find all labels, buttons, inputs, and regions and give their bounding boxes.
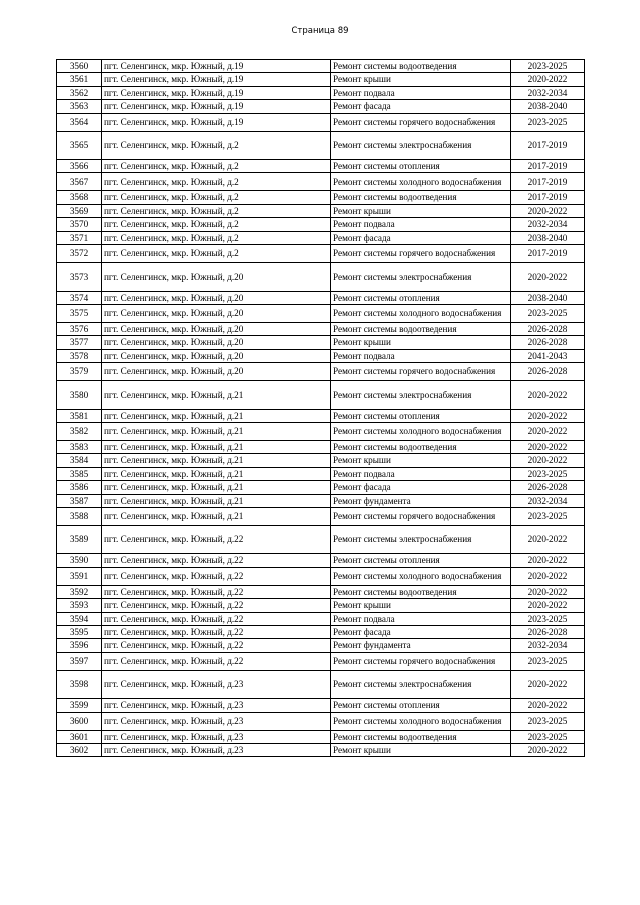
table-row	[57, 322, 585, 335]
work-type-cell: Ремонт системы холодного водоснабжения	[331, 422, 511, 440]
table-row	[57, 612, 585, 625]
work-type-cell: Ремонт фасада	[331, 625, 511, 638]
address-cell: пгт. Селенгинск, мкр. Южный, д.20	[102, 336, 331, 349]
address-cell: пгт. Селенгинск, мкр. Южный, д.22	[102, 639, 331, 652]
repair-schedule-table	[56, 59, 585, 757]
address-cell: пгт. Селенгинск, мкр. Южный, д.2	[102, 191, 331, 204]
address-cell: пгт. Селенгинск, мкр. Южный, д.22	[102, 652, 331, 670]
period-cell: 2020-2022	[511, 699, 585, 712]
address-cell: пгт. Селенгинск, мкр. Южный, д.2	[102, 204, 331, 217]
period-cell: 2026-2028	[511, 481, 585, 494]
table-row	[57, 73, 585, 86]
row-number-cell: 3563	[57, 100, 102, 113]
table-row	[57, 652, 585, 670]
address-cell: пгт. Селенгинск, мкр. Южный, д.20	[102, 263, 331, 292]
address-cell: пгт. Селенгинск, мкр. Южный, д.2	[102, 131, 331, 160]
row-number-cell: 3577	[57, 336, 102, 349]
address-cell: пгт. Селенгинск, мкр. Южный, д.23	[102, 712, 331, 730]
work-type-cell: Ремонт системы отопления	[331, 291, 511, 304]
address-cell: пгт. Селенгинск, мкр. Южный, д.2	[102, 173, 331, 191]
table-row	[57, 409, 585, 422]
table-row	[57, 599, 585, 612]
work-type-cell: Ремонт системы электроснабжения	[331, 525, 511, 554]
period-cell: 2020-2022	[511, 263, 585, 292]
period-cell: 2020-2022	[511, 599, 585, 612]
work-type-cell: Ремонт системы водоотведения	[331, 440, 511, 453]
work-type-cell: Ремонт крыши	[331, 336, 511, 349]
period-cell: 2023-2025	[511, 60, 585, 73]
period-cell: 2023-2025	[511, 304, 585, 322]
period-cell: 2020-2022	[511, 422, 585, 440]
work-type-cell: Ремонт подвала	[331, 612, 511, 625]
address-cell: пгт. Селенгинск, мкр. Южный, д.2	[102, 245, 331, 263]
period-cell: 2020-2022	[511, 554, 585, 567]
row-number-cell: 3573	[57, 263, 102, 292]
work-type-cell: Ремонт системы электроснабжения	[331, 263, 511, 292]
table-row	[57, 204, 585, 217]
row-number-cell: 3580	[57, 381, 102, 410]
row-number-cell: 3578	[57, 349, 102, 362]
work-type-cell: Ремонт системы горячего водоснабжения	[331, 363, 511, 381]
table-row	[57, 699, 585, 712]
address-cell: пгт. Селенгинск, мкр. Южный, д.22	[102, 612, 331, 625]
address-cell: пгт. Селенгинск, мкр. Южный, д.23	[102, 730, 331, 743]
period-cell: 2023-2025	[511, 652, 585, 670]
row-number-cell: 3565	[57, 131, 102, 160]
address-cell: пгт. Селенгинск, мкр. Южный, д.23	[102, 744, 331, 757]
period-cell: 2020-2022	[511, 409, 585, 422]
address-cell: пгт. Селенгинск, мкр. Южный, д.21	[102, 481, 331, 494]
period-cell: 2023-2025	[511, 612, 585, 625]
row-number-cell: 3590	[57, 554, 102, 567]
period-cell: 2032-2034	[511, 86, 585, 99]
row-number-cell: 3581	[57, 409, 102, 422]
period-cell: 2020-2022	[511, 525, 585, 554]
address-cell: пгт. Селенгинск, мкр. Южный, д.19	[102, 100, 331, 113]
work-type-cell: Ремонт системы электроснабжения	[331, 670, 511, 699]
address-cell: пгт. Селенгинск, мкр. Южный, д.21	[102, 467, 331, 480]
address-cell: пгт. Селенгинск, мкр. Южный, д.21	[102, 409, 331, 422]
address-cell: пгт. Селенгинск, мкр. Южный, д.23	[102, 670, 331, 699]
table-row	[57, 60, 585, 73]
address-cell: пгт. Селенгинск, мкр. Южный, д.20	[102, 349, 331, 362]
table-row	[57, 100, 585, 113]
row-number-cell: 3568	[57, 191, 102, 204]
work-type-cell: Ремонт системы водоотведения	[331, 60, 511, 73]
table-row	[57, 245, 585, 263]
row-number-cell: 3571	[57, 231, 102, 244]
period-cell: 2020-2022	[511, 454, 585, 467]
address-cell: пгт. Селенгинск, мкр. Южный, д.22	[102, 585, 331, 598]
table-body	[57, 60, 585, 757]
period-cell: 2026-2028	[511, 336, 585, 349]
table-row	[57, 625, 585, 638]
address-cell: пгт. Селенгинск, мкр. Южный, д.21	[102, 381, 331, 410]
row-number-cell: 3574	[57, 291, 102, 304]
row-number-cell: 3599	[57, 699, 102, 712]
work-type-cell: Ремонт системы водоотведения	[331, 322, 511, 335]
work-type-cell: Ремонт подвала	[331, 86, 511, 99]
table-row	[57, 422, 585, 440]
work-type-cell: Ремонт системы холодного водоснабжения	[331, 304, 511, 322]
period-cell: 2017-2019	[511, 131, 585, 160]
address-cell: пгт. Селенгинск, мкр. Южный, д.2	[102, 218, 331, 231]
address-cell: пгт. Селенгинск, мкр. Южный, д.22	[102, 567, 331, 585]
work-type-cell: Ремонт фасада	[331, 100, 511, 113]
work-type-cell: Ремонт системы холодного водоснабжения	[331, 173, 511, 191]
row-number-cell: 3564	[57, 113, 102, 131]
table-row	[57, 173, 585, 191]
period-cell: 2026-2028	[511, 322, 585, 335]
table-row	[57, 494, 585, 507]
address-cell: пгт. Селенгинск, мкр. Южный, д.20	[102, 291, 331, 304]
table-row	[57, 440, 585, 453]
work-type-cell: Ремонт системы горячего водоснабжения	[331, 245, 511, 263]
period-cell: 2026-2028	[511, 363, 585, 381]
period-cell: 2023-2025	[511, 467, 585, 480]
work-type-cell: Ремонт системы горячего водоснабжения	[331, 507, 511, 525]
period-cell: 2017-2019	[511, 191, 585, 204]
work-type-cell: Ремонт подвала	[331, 349, 511, 362]
address-cell: пгт. Селенгинск, мкр. Южный, д.19	[102, 86, 331, 99]
table-row	[57, 467, 585, 480]
work-type-cell: Ремонт подвала	[331, 467, 511, 480]
table-row	[57, 263, 585, 292]
work-type-cell: Ремонт системы водоотведения	[331, 585, 511, 598]
period-cell: 2020-2022	[511, 567, 585, 585]
period-cell: 2038-2040	[511, 100, 585, 113]
work-type-cell: Ремонт фасада	[331, 481, 511, 494]
row-number-cell: 3592	[57, 585, 102, 598]
table-row	[57, 363, 585, 381]
row-number-cell: 3598	[57, 670, 102, 699]
row-number-cell: 3600	[57, 712, 102, 730]
table-row	[57, 525, 585, 554]
row-number-cell: 3575	[57, 304, 102, 322]
work-type-cell: Ремонт системы холодного водоснабжения	[331, 567, 511, 585]
table-row	[57, 712, 585, 730]
work-type-cell: Ремонт системы водоотведения	[331, 191, 511, 204]
period-cell: 2026-2028	[511, 625, 585, 638]
row-number-cell: 3591	[57, 567, 102, 585]
work-type-cell: Ремонт крыши	[331, 73, 511, 86]
address-cell: пгт. Селенгинск, мкр. Южный, д.21	[102, 422, 331, 440]
row-number-cell: 3562	[57, 86, 102, 99]
work-type-cell: Ремонт системы горячего водоснабжения	[331, 652, 511, 670]
table-row	[57, 113, 585, 131]
period-cell: 2032-2034	[511, 494, 585, 507]
period-cell: 2017-2019	[511, 173, 585, 191]
table-row	[57, 585, 585, 598]
address-cell: пгт. Селенгинск, мкр. Южный, д.19	[102, 113, 331, 131]
address-cell: пгт. Селенгинск, мкр. Южный, д.21	[102, 494, 331, 507]
table-row	[57, 191, 585, 204]
row-number-cell: 3586	[57, 481, 102, 494]
table-row	[57, 507, 585, 525]
row-number-cell: 3560	[57, 60, 102, 73]
table-row	[57, 131, 585, 160]
period-cell: 2038-2040	[511, 291, 585, 304]
row-number-cell: 3602	[57, 744, 102, 757]
row-number-cell: 3594	[57, 612, 102, 625]
table-row	[57, 454, 585, 467]
work-type-cell: Ремонт системы отопления	[331, 554, 511, 567]
table-row	[57, 291, 585, 304]
work-type-cell: Ремонт системы холодного водоснабжения	[331, 712, 511, 730]
period-cell: 2023-2025	[511, 113, 585, 131]
period-cell: 2020-2022	[511, 381, 585, 410]
period-cell: 2020-2022	[511, 670, 585, 699]
period-cell: 2020-2022	[511, 585, 585, 598]
address-cell: пгт. Селенгинск, мкр. Южный, д.20	[102, 304, 331, 322]
table-row	[57, 160, 585, 173]
address-cell: пгт. Селенгинск, мкр. Южный, д.2	[102, 160, 331, 173]
table-row	[57, 218, 585, 231]
row-number-cell: 3593	[57, 599, 102, 612]
table-row	[57, 304, 585, 322]
work-type-cell: Ремонт крыши	[331, 744, 511, 757]
row-number-cell: 3569	[57, 204, 102, 217]
work-type-cell: Ремонт системы электроснабжения	[331, 131, 511, 160]
period-cell: 2041-2043	[511, 349, 585, 362]
table-row	[57, 670, 585, 699]
work-type-cell: Ремонт системы отопления	[331, 409, 511, 422]
address-cell: пгт. Селенгинск, мкр. Южный, д.20	[102, 322, 331, 335]
period-cell: 2017-2019	[511, 160, 585, 173]
row-number-cell: 3572	[57, 245, 102, 263]
work-type-cell: Ремонт системы водоотведения	[331, 730, 511, 743]
period-cell: 2032-2034	[511, 639, 585, 652]
table-row	[57, 554, 585, 567]
period-cell: 2020-2022	[511, 73, 585, 86]
table-row	[57, 231, 585, 244]
table-row	[57, 567, 585, 585]
row-number-cell: 3576	[57, 322, 102, 335]
row-number-cell: 3596	[57, 639, 102, 652]
address-cell: пгт. Селенгинск, мкр. Южный, д.21	[102, 507, 331, 525]
address-cell: пгт. Селенгинск, мкр. Южный, д.21	[102, 454, 331, 467]
row-number-cell: 3597	[57, 652, 102, 670]
period-cell: 2020-2022	[511, 204, 585, 217]
period-cell: 2023-2025	[511, 507, 585, 525]
row-number-cell: 3587	[57, 494, 102, 507]
address-cell: пгт. Селенгинск, мкр. Южный, д.22	[102, 554, 331, 567]
period-cell: 2023-2025	[511, 730, 585, 743]
row-number-cell: 3588	[57, 507, 102, 525]
work-type-cell: Ремонт фундамента	[331, 639, 511, 652]
work-type-cell: Ремонт крыши	[331, 599, 511, 612]
work-type-cell: Ремонт системы отопления	[331, 160, 511, 173]
work-type-cell: Ремонт системы горячего водоснабжения	[331, 113, 511, 131]
row-number-cell: 3584	[57, 454, 102, 467]
work-type-cell: Ремонт фасада	[331, 231, 511, 244]
period-cell: 2017-2019	[511, 245, 585, 263]
row-number-cell: 3567	[57, 173, 102, 191]
work-type-cell: Ремонт системы отопления	[331, 699, 511, 712]
row-number-cell: 3585	[57, 467, 102, 480]
table-row	[57, 381, 585, 410]
table-row	[57, 349, 585, 362]
period-cell: 2023-2025	[511, 712, 585, 730]
table-row	[57, 744, 585, 757]
work-type-cell: Ремонт крыши	[331, 454, 511, 467]
row-number-cell: 3601	[57, 730, 102, 743]
period-cell: 2020-2022	[511, 440, 585, 453]
row-number-cell: 3570	[57, 218, 102, 231]
address-cell: пгт. Селенгинск, мкр. Южный, д.19	[102, 60, 331, 73]
work-type-cell: Ремонт крыши	[331, 204, 511, 217]
work-type-cell: Ремонт системы электроснабжения	[331, 381, 511, 410]
row-number-cell: 3561	[57, 73, 102, 86]
row-number-cell: 3589	[57, 525, 102, 554]
address-cell: пгт. Селенгинск, мкр. Южный, д.22	[102, 525, 331, 554]
table-row	[57, 730, 585, 743]
page-header: Страница 89	[291, 26, 349, 36]
work-type-cell: Ремонт подвала	[331, 218, 511, 231]
period-cell: 2020-2022	[511, 744, 585, 757]
address-cell: пгт. Селенгинск, мкр. Южный, д.2	[102, 231, 331, 244]
address-cell: пгт. Селенгинск, мкр. Южный, д.23	[102, 699, 331, 712]
row-number-cell: 3583	[57, 440, 102, 453]
row-number-cell: 3566	[57, 160, 102, 173]
address-cell: пгт. Селенгинск, мкр. Южный, д.20	[102, 363, 331, 381]
row-number-cell: 3579	[57, 363, 102, 381]
table-row	[57, 86, 585, 99]
row-number-cell: 3582	[57, 422, 102, 440]
table-row	[57, 481, 585, 494]
period-cell: 2032-2034	[511, 218, 585, 231]
table-row	[57, 639, 585, 652]
table-row	[57, 336, 585, 349]
row-number-cell: 3595	[57, 625, 102, 638]
address-cell: пгт. Селенгинск, мкр. Южный, д.21	[102, 440, 331, 453]
address-cell: пгт. Селенгинск, мкр. Южный, д.22	[102, 599, 331, 612]
address-cell: пгт. Селенгинск, мкр. Южный, д.19	[102, 73, 331, 86]
address-cell: пгт. Селенгинск, мкр. Южный, д.22	[102, 625, 331, 638]
work-type-cell: Ремонт фундамента	[331, 494, 511, 507]
period-cell: 2038-2040	[511, 231, 585, 244]
